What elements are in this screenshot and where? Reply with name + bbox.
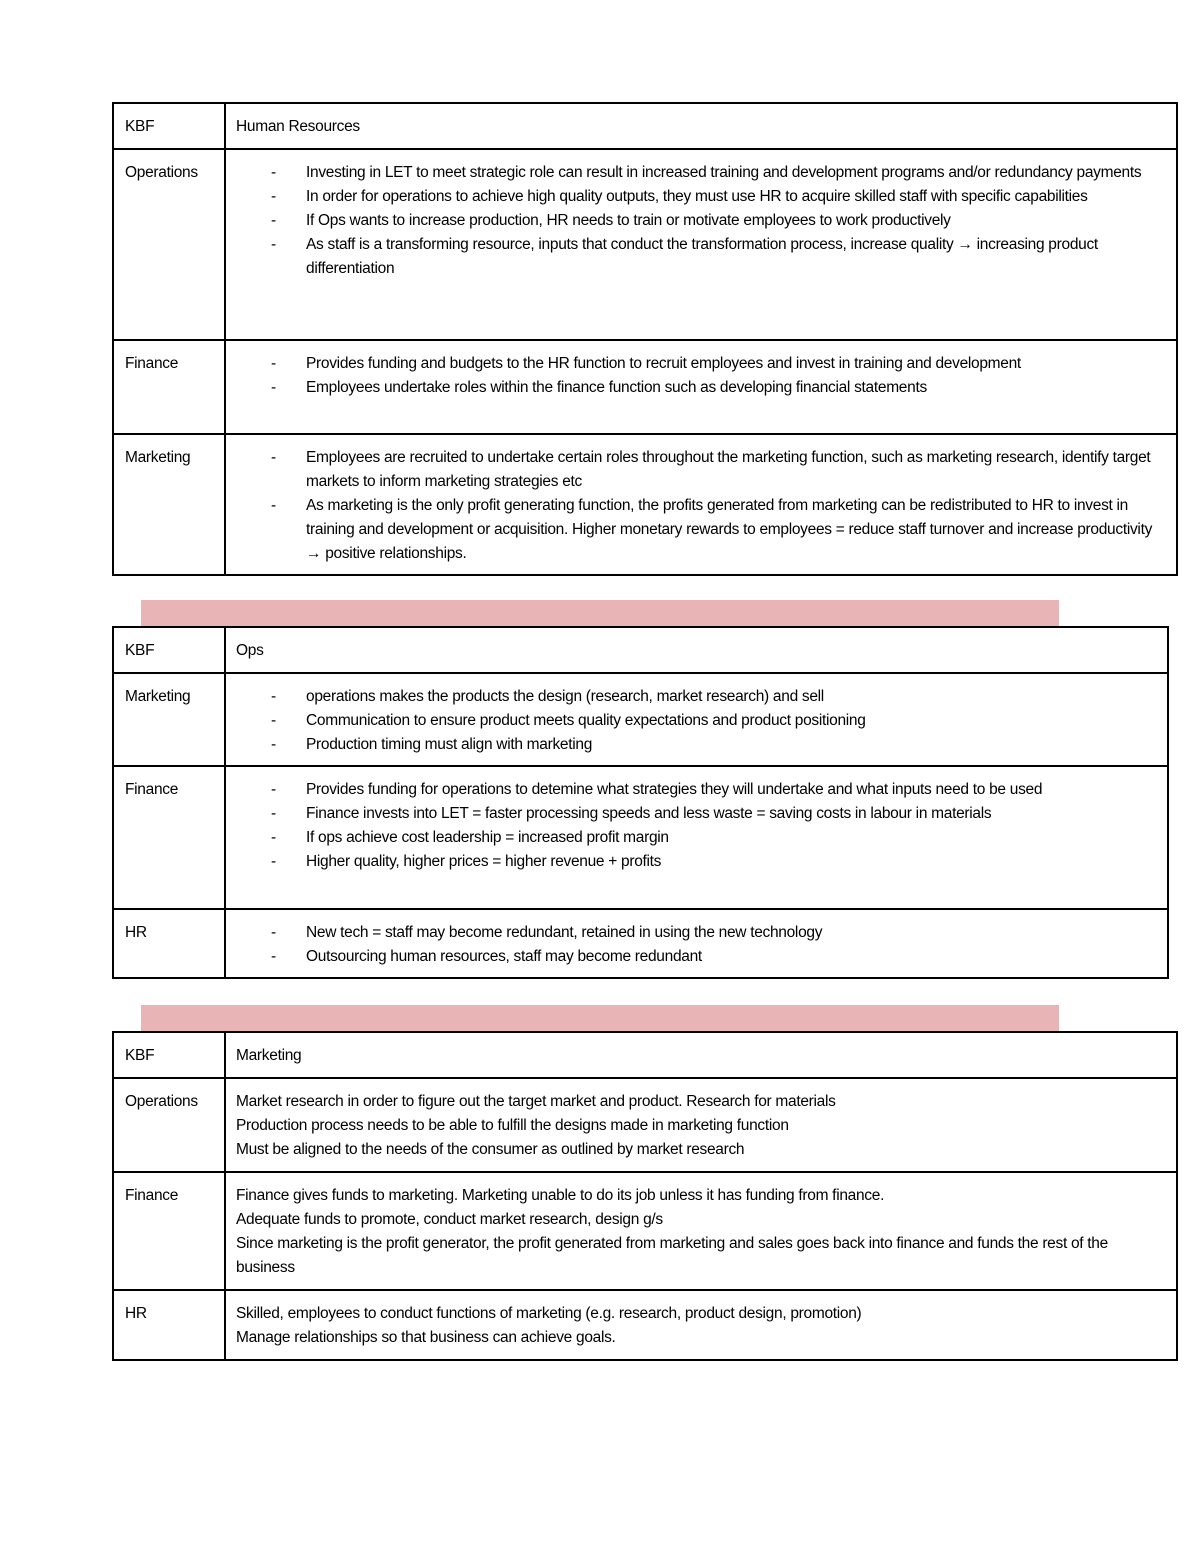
table-header-row xyxy=(113,103,1177,149)
row-content xyxy=(225,766,1168,909)
bullet-item: - As marketing is the only profit generating function, the profits generated from marketing can be redistributed to HR to invest in training and development or acquisition. Higher monetary rewards to employees = reduce staff turnover and increase productivity → positive relationships. xyxy=(236,494,1168,566)
table-row xyxy=(113,1290,1177,1360)
text-line: Since marketing is the profit generator, the profit generated from marketing and sales goes back into finance and funds the rest of the business xyxy=(236,1235,1108,1276)
text-line: Market research in order to figure out the target market and product. Research for materials xyxy=(236,1093,836,1110)
text-line: Finance gives funds to marketing. Marketing unable to do its job unless it has funding from finance. xyxy=(236,1187,885,1204)
table-row xyxy=(113,766,1168,909)
marketing-relationships-table xyxy=(112,1031,1178,1361)
bullet-item: - New tech = staff may become redundant, retained in using the new technology xyxy=(236,921,1159,945)
bullet-item: - Provides funding for operations to detemine what strategies they will undertake and what inputs need to be used xyxy=(236,778,1159,802)
kbf-header-cell: KBF xyxy=(113,1032,225,1078)
text-line: Production process needs to be able to fulfill the designs made in marketing function xyxy=(236,1117,789,1134)
highlight-bar xyxy=(141,600,1059,628)
table-row xyxy=(113,1172,1177,1290)
bullet-item: - Outsourcing human resources, staff may become redundant xyxy=(236,945,1159,969)
bullet-list xyxy=(236,778,1159,874)
bullet-list xyxy=(236,161,1168,281)
row-content xyxy=(225,1078,1177,1172)
bullet-item: - operations makes the products the design (research, market research) and sell xyxy=(236,685,1159,709)
hr-relationships-table xyxy=(112,102,1178,576)
row-label: HR xyxy=(113,1290,225,1360)
function-header-cell: Ops xyxy=(225,627,1168,673)
bullet-item: - Employees undertake roles within the finance function such as developing financial statements xyxy=(236,376,1168,400)
bullet-list xyxy=(236,685,1159,757)
table-row xyxy=(113,673,1168,766)
bullet-item: - Employees are recruited to undertake certain roles throughout the marketing function, such as marketing research, identify target markets to inform marketing strategies etc xyxy=(236,446,1168,494)
text-line: Adequate funds to promote, conduct market research, design g/s xyxy=(236,1211,663,1228)
table-header-row xyxy=(113,1032,1177,1078)
ops-relationships-table xyxy=(112,626,1169,979)
row-label: Operations xyxy=(113,1078,225,1172)
bullet-item: - Investing in LET to meet strategic role can result in increased training and development programs and/or redundancy payments xyxy=(236,161,1168,185)
table-row xyxy=(113,434,1177,575)
row-label: Finance xyxy=(113,1172,225,1290)
row-label: HR xyxy=(113,909,225,978)
bullet-item: - Communication to ensure product meets quality expectations and product positioning xyxy=(236,709,1159,733)
table-row xyxy=(113,909,1168,978)
bullet-item: - If Ops wants to increase production, HR needs to train or motivate employees to work productively xyxy=(236,209,1168,233)
row-content xyxy=(225,1290,1177,1360)
row-label: Finance xyxy=(113,766,225,909)
function-header-cell: Marketing xyxy=(225,1032,1177,1078)
table-row xyxy=(113,1078,1177,1172)
row-content xyxy=(225,434,1177,575)
bullet-item: - Production timing must align with marketing xyxy=(236,733,1159,757)
bullet-item: - Provides funding and budgets to the HR function to recruit employees and invest in training and development xyxy=(236,352,1168,376)
kbf-header-cell: KBF xyxy=(113,627,225,673)
row-content xyxy=(225,1172,1177,1290)
row-content xyxy=(225,909,1168,978)
bullet-item: - In order for operations to achieve high quality outputs, they must use HR to acquire skilled staff with specific capabilities xyxy=(236,185,1168,209)
bullet-list xyxy=(236,921,1159,969)
row-label: Operations xyxy=(113,149,225,340)
table-row xyxy=(113,340,1177,434)
row-content xyxy=(225,673,1168,766)
row-content xyxy=(225,340,1177,434)
row-content xyxy=(225,149,1177,340)
text-line: Manage relationships so that business can achieve goals. xyxy=(236,1329,616,1346)
table-row xyxy=(113,149,1177,340)
bullet-item: - As staff is a transforming resource, inputs that conduct the transformation process, increase quality → increasing product differentiation xyxy=(236,233,1168,281)
kbf-header-cell: KBF xyxy=(113,103,225,149)
bullet-item: - Finance invests into LET = faster processing speeds and less waste = saving costs in labour in materials xyxy=(236,802,1159,826)
highlight-bar xyxy=(141,1005,1059,1033)
row-label: Marketing xyxy=(113,434,225,575)
row-label: Finance xyxy=(113,340,225,434)
row-label: Marketing xyxy=(113,673,225,766)
bullet-list xyxy=(236,352,1168,400)
bullet-list xyxy=(236,446,1168,566)
function-header-cell: Human Resources xyxy=(225,103,1177,149)
text-line: Skilled, employees to conduct functions of marketing (e.g. research, product design, promotion) xyxy=(236,1305,862,1322)
table-header-row xyxy=(113,627,1168,673)
bullet-item: - If ops achieve cost leadership = increased profit margin xyxy=(236,826,1159,850)
bullet-item: - Higher quality, higher prices = higher revenue + profits xyxy=(236,850,1159,874)
text-line: Must be aligned to the needs of the consumer as outlined by market research xyxy=(236,1141,745,1158)
